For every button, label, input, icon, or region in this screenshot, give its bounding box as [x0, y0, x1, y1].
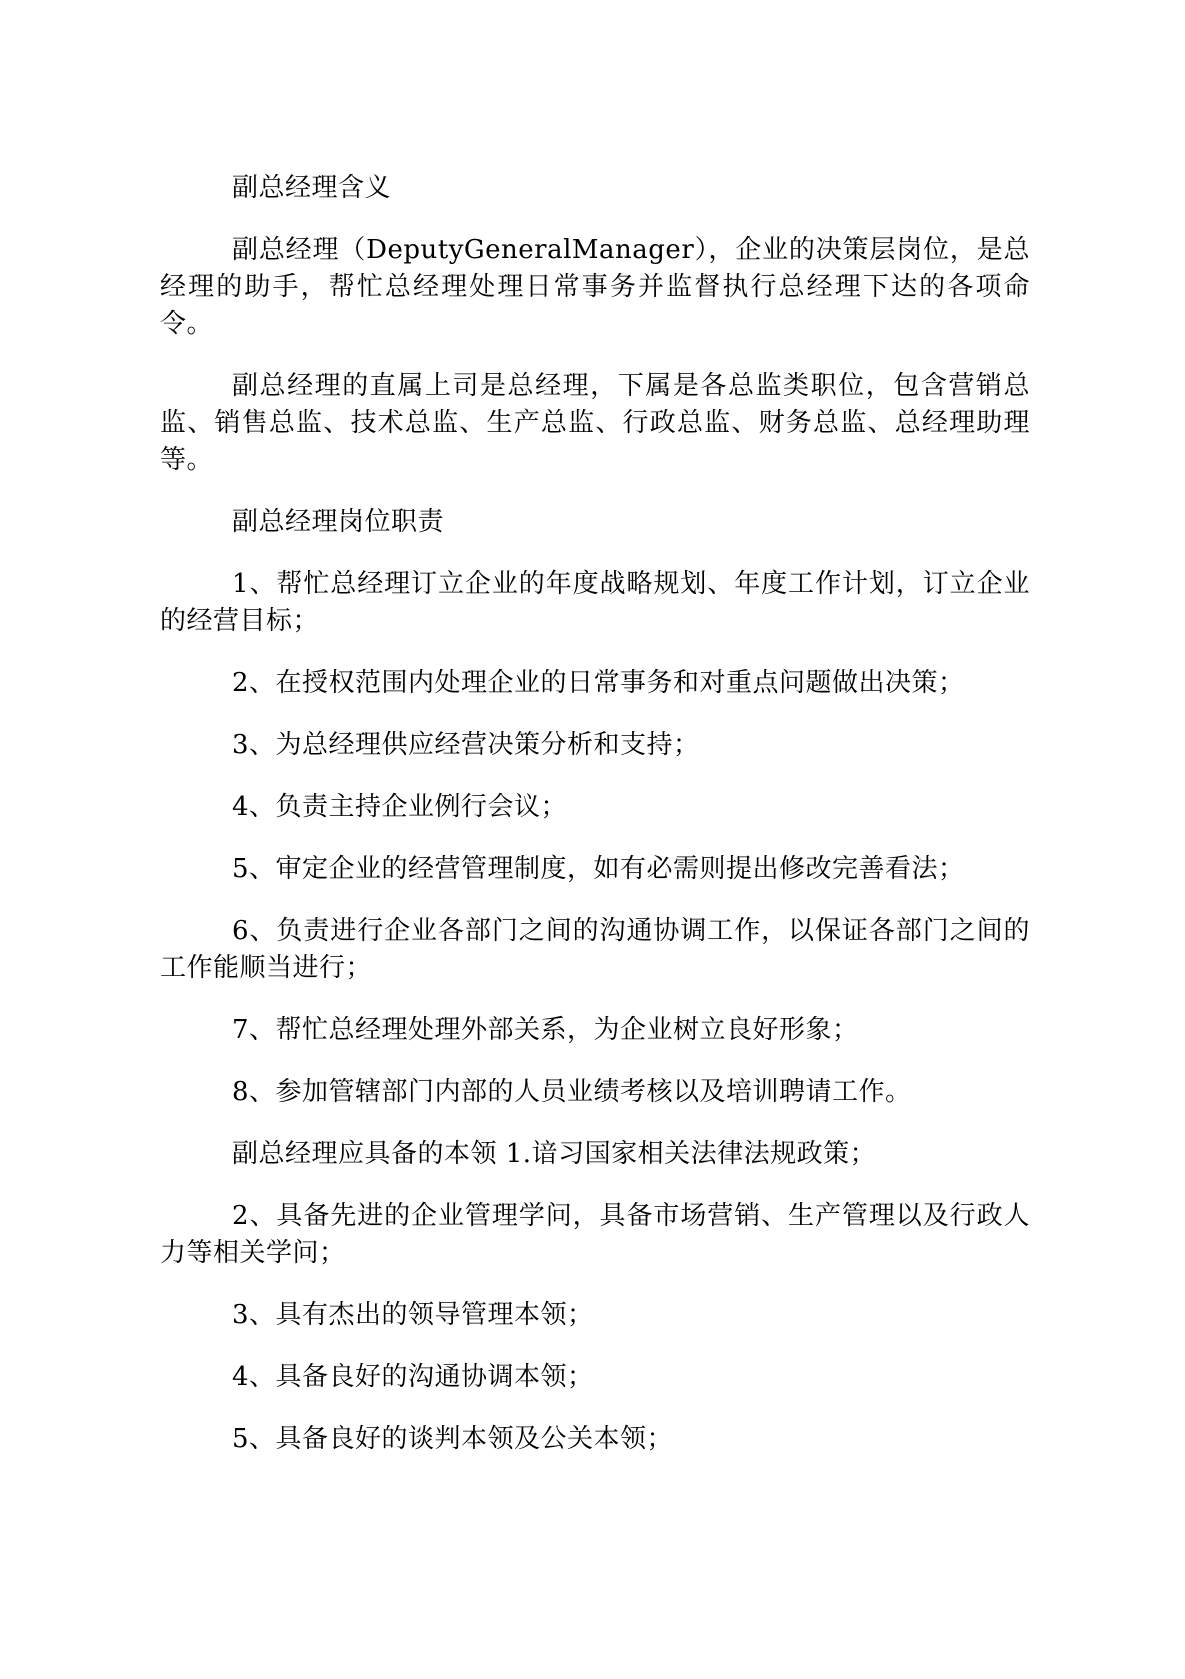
duty-item-6: 6、负责进行企业各部门之间的沟通协调工作，以保证各部门之间的工作能顺当进行； [160, 916, 1030, 983]
duty-item-1: 1、帮忙总经理订立企业的年度战略规划、年度工作计划，订立企业的经营目标； [160, 569, 1030, 636]
skill-item-2: 2、具备先进的企业管理学问，具备市场营销、生产管理以及行政人力等相关学问； [160, 1201, 1030, 1268]
document-body [160, 170, 1030, 1483]
duty-item-5: 5、审定企业的经营管理制度，如有必需则提出修改完善看法； [232, 854, 965, 884]
skill-item-4: 4、具备良好的沟通协调本领； [232, 1362, 594, 1392]
skill-item-1: 副总经理应具备的本领 1.谙习国家相关法律法规政策； [232, 1139, 877, 1169]
paragraph-reporting: 副总经理的直属上司是总经理，下属是各总监类职位，包含营销总监、销售总监、技术总监、生产总监、行政总监、财务总监、总经理助理等。 [160, 371, 1030, 475]
duty-item-7: 7、帮忙总经理处理外部关系，为企业树立良好形象； [232, 1015, 859, 1045]
paragraph-definition: 副总经理（DeputyGeneralManager），企业的决策层岗位，是总经理的助手，帮忙总经理处理日常事务并监督执行总经理下达的各项命令。 [160, 235, 1030, 339]
duty-item-4: 4、负责主持企业例行会议； [232, 792, 568, 822]
duty-item-8: 8、参加管辖部门内部的人员业绩考核以及培训聘请工作。 [232, 1077, 912, 1107]
skill-item-5: 5、具备良好的谈判本领及公关本领； [232, 1424, 674, 1454]
duty-item-3: 3、为总经理供应经营决策分析和支持； [232, 730, 700, 760]
skill-item-3: 3、具有杰出的领导管理本领； [232, 1300, 594, 1330]
section-heading-duties: 副总经理岗位职责 [232, 507, 445, 537]
section-heading-meaning: 副总经理含义 [232, 173, 392, 203]
duty-item-2: 2、在授权范围内处理企业的日常事务和对重点问题做出决策； [232, 668, 965, 698]
